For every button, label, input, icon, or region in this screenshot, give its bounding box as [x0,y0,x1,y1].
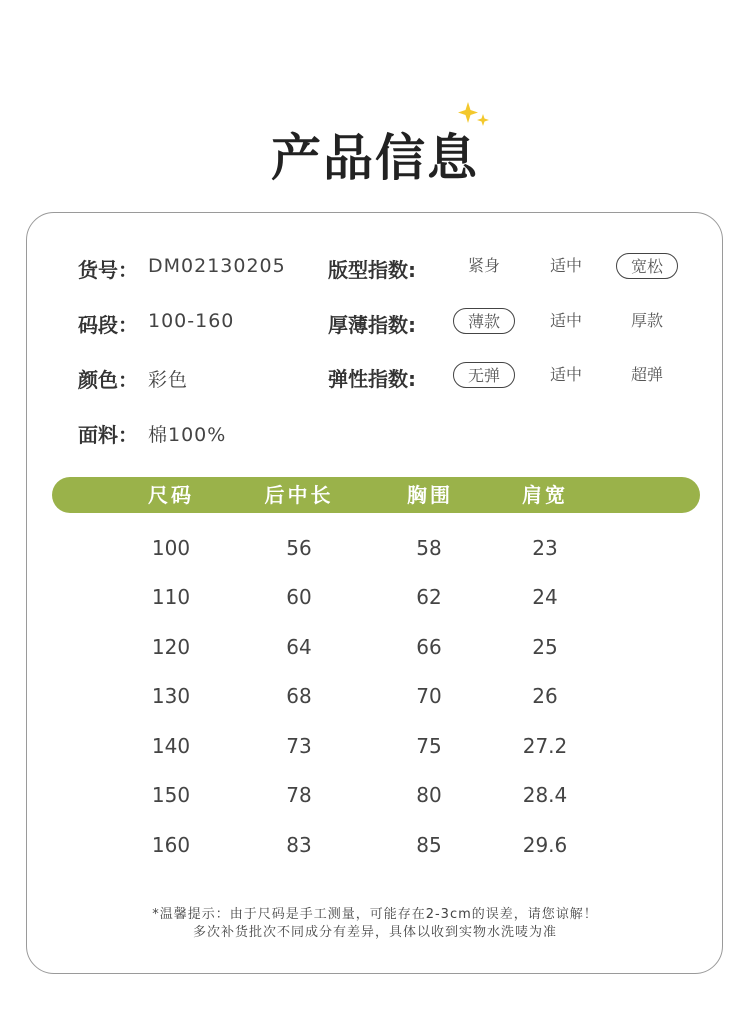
color-label: 颜色： [78,368,138,392]
thickness-option-thin-selected: 薄款 [453,308,515,334]
header-size: 尺码 [148,483,194,507]
cell-size: 120 [151,635,191,659]
cell-back-length: 60 [286,585,312,609]
sku-label: 货号： [78,258,138,282]
cell-chest: 75 [416,734,442,758]
elasticity-option-high: 超弹 [630,365,663,384]
cell-size: 160 [151,833,191,857]
table-row [0,582,750,612]
elasticity-option-none-selected: 无弹 [453,362,515,388]
sparkle-icon [454,100,494,132]
cell-back-length: 64 [286,635,312,659]
elasticity-index-label: 弹性指数: [328,367,416,391]
size-range-label: 码段： [78,313,138,337]
thickness-option-regular: 适中 [549,311,582,330]
table-row [0,533,750,563]
cell-back-length: 78 [286,783,312,807]
fit-option-tight: 紧身 [467,256,500,275]
cell-back-length: 73 [286,734,312,758]
fabric-label: 面料： [78,423,138,447]
color-value: 彩色 [148,369,189,391]
batch-note: 多次补货批次不同成分有差异，具体以收到实物水洗唛为准 [192,925,557,940]
cell-shoulder: 25 [532,635,558,659]
header-back-length: 后中长 [264,483,334,507]
elasticity-option-regular: 适中 [549,365,582,384]
fit-option-loose-selected: 宽松 [616,253,678,279]
cell-shoulder: 27.2 [522,734,568,758]
table-row [0,632,750,662]
table-row [0,681,750,711]
sku-value: DM02130205 [148,255,286,277]
cell-chest: 70 [416,684,442,708]
table-row [0,731,750,761]
cell-chest: 80 [416,783,442,807]
fit-option-regular: 适中 [549,256,582,275]
thickness-index-label: 厚薄指数: [328,313,416,337]
cell-shoulder: 26 [532,684,558,708]
header-chest: 胸围 [407,483,453,507]
thickness-option-thick: 厚款 [630,311,663,330]
cell-size: 150 [151,783,191,807]
page-title: 产品信息 [271,129,479,187]
size-range-value: 100-160 [148,310,235,332]
cell-shoulder: 28.4 [522,783,568,807]
cell-back-length: 56 [286,536,312,560]
cell-back-length: 68 [286,684,312,708]
measurement-note: *温馨提示：由于尺码是手工测量，可能存在2-3cm的误差，请您谅解！ [152,907,598,922]
cell-chest: 62 [416,585,442,609]
header-shoulder: 肩宽 [522,483,568,507]
cell-chest: 58 [416,536,442,560]
cell-shoulder: 23 [532,536,558,560]
fabric-value: 棉100% [148,424,227,446]
table-row [0,830,750,860]
cell-chest: 85 [416,833,442,857]
cell-chest: 66 [416,635,442,659]
cell-size: 100 [151,536,191,560]
cell-shoulder: 24 [532,585,558,609]
table-row [0,780,750,810]
cell-size: 110 [151,585,191,609]
cell-size: 140 [151,734,191,758]
cell-shoulder: 29.6 [522,833,568,857]
fit-index-label: 版型指数: [328,258,416,282]
cell-size: 130 [151,684,191,708]
cell-back-length: 83 [286,833,312,857]
